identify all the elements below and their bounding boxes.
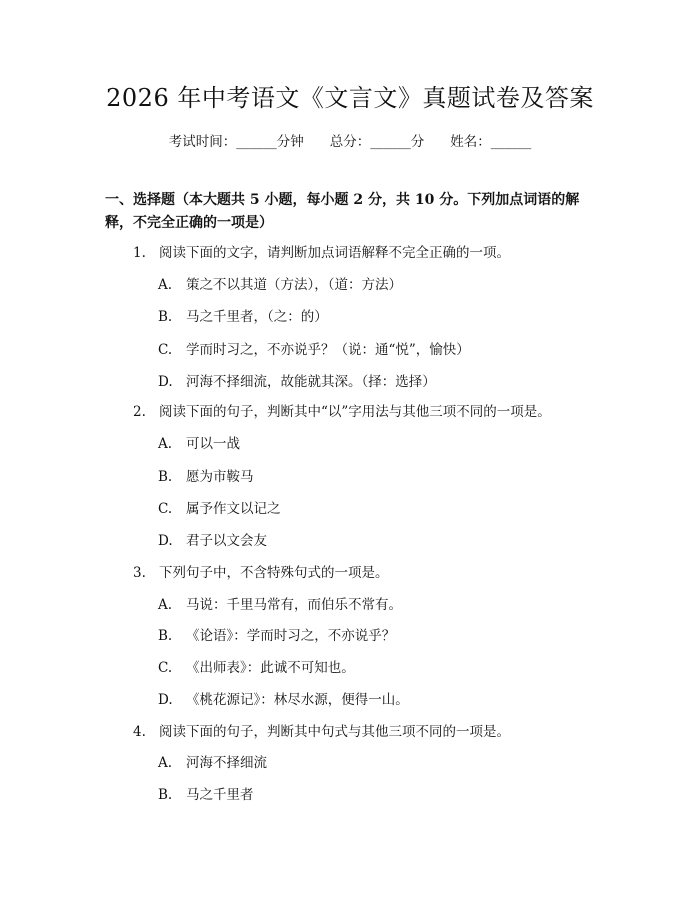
question-2	[133, 403, 551, 421]
question-number: 3.	[133, 565, 146, 581]
question-text: 阅读下面的句子，判断其中句式与其他三项不同的一项是。	[159, 724, 510, 740]
section-heading: 一、选择题（本大题共 5 小题，每小题 2 分，共 10 分。下列加点词语的解释，不完全正确的一项是）	[105, 192, 580, 231]
total-score-field: 总分：______分	[329, 134, 425, 150]
question-2-option-a	[158, 435, 240, 453]
option-letter: C.	[158, 501, 173, 517]
option-text: 《桃花源记》：林尽水源，便得一山。	[186, 692, 409, 708]
question-2-option-c	[158, 500, 281, 518]
question-text: 下列句子中，不含特殊句式的一项是。	[159, 565, 389, 581]
option-text: 河海不择细流，故能就其深。（择：选择）	[186, 374, 436, 390]
option-text: 君子以文会友	[186, 533, 267, 549]
option-letter: B.	[158, 469, 173, 485]
question-text: 阅读下面的文字，请判断加点词语解释不完全正确的一项。	[159, 245, 510, 261]
question-number: 4.	[133, 724, 146, 740]
question-2-option-b	[158, 468, 254, 486]
student-name-field: 姓名：______	[450, 134, 532, 150]
question-3-option-d	[158, 691, 409, 709]
question-4	[133, 723, 510, 741]
option-letter: C.	[158, 660, 173, 676]
option-text: 马之千里者	[186, 787, 254, 803]
option-letter: B.	[158, 628, 173, 644]
option-letter: A.	[158, 436, 173, 452]
question-3-option-b	[158, 627, 395, 645]
option-text: 愿为市鞍马	[186, 469, 254, 485]
option-letter: B.	[158, 787, 173, 803]
question-number: 2.	[133, 404, 146, 420]
option-text: 策之不以其道（方法），（道：方法）	[186, 277, 402, 293]
option-letter: B.	[158, 309, 173, 325]
option-text: 《论语》：学而时习之，不亦说乎？	[186, 628, 396, 644]
option-text: 《出师表》：此诚不可知也。	[186, 660, 355, 676]
option-letter: A.	[158, 277, 173, 293]
question-1	[133, 244, 510, 262]
question-1-option-d	[158, 373, 436, 391]
question-1-option-a	[158, 276, 402, 294]
question-4-option-b	[158, 786, 254, 804]
question-3	[133, 564, 389, 582]
exam-time-field: 考试时间：______分钟	[168, 134, 304, 150]
option-text: 可以一战	[186, 436, 240, 452]
question-3-option-c	[158, 659, 355, 677]
option-letter: D.	[158, 533, 173, 549]
option-letter: D.	[158, 374, 173, 390]
option-text: 河海不择细流	[186, 755, 267, 771]
question-1-option-c	[158, 341, 470, 359]
option-text: 学而时习之，不亦说乎？（说：通“悦”，愉快）	[186, 342, 470, 358]
question-1-option-b	[158, 308, 328, 326]
option-letter: A.	[158, 597, 173, 613]
page-title: 2026 年中考语文《文言文》真题试卷及答案	[106, 84, 594, 112]
option-text: 马说：千里马常有，而伯乐不常有。	[186, 597, 402, 613]
option-letter: A.	[158, 755, 173, 771]
option-text: 属予作文以记之	[186, 501, 281, 517]
question-number: 1.	[133, 245, 146, 261]
option-text: 马之千里者，（之：的）	[186, 309, 328, 325]
question-3-option-a	[158, 596, 402, 614]
question-2-option-d	[158, 532, 267, 550]
option-letter: C.	[158, 342, 173, 358]
option-letter: D.	[158, 692, 173, 708]
question-4-option-a	[158, 754, 267, 772]
exam-meta	[0, 132, 700, 152]
question-text: 阅读下面的句子，判断其中“以”字用法与其他三项不同的一项是。	[159, 404, 551, 420]
